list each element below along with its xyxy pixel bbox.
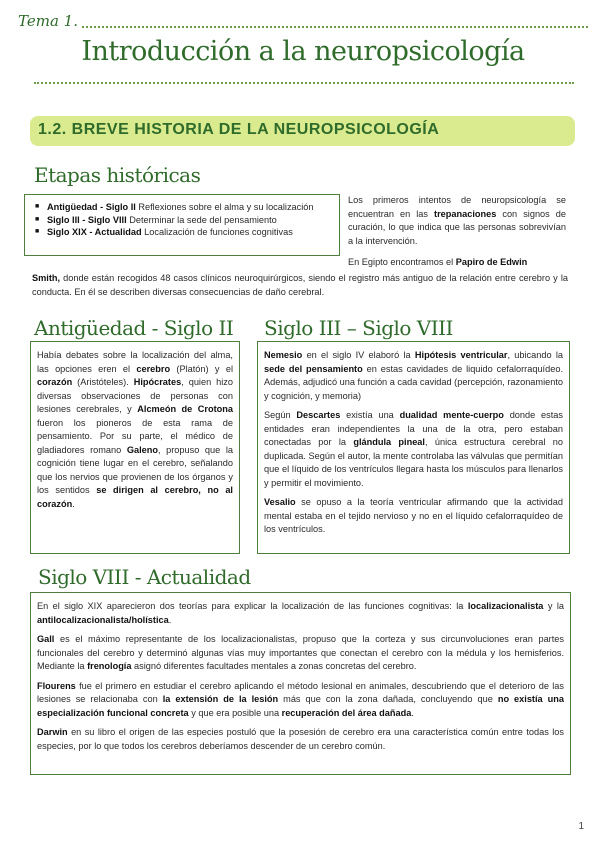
siglo3-box (257, 341, 570, 554)
text: y la (543, 601, 564, 611)
text: (Platón) y el (170, 363, 233, 374)
text-bold: la extensión de la lesión (162, 694, 279, 704)
etapas-list (25, 195, 339, 243)
text-bold: trepanaciones (434, 208, 497, 219)
text-bold: corazón (37, 377, 73, 387)
text: es el máximo representante de los localizacionalistas, propuso que la corteza y sus circunvoluciones eran partes funcionales del cerebro y determinó algunas vías muy importantes que conectan el cerebro con la médula y los hemisferios. Mediante la (37, 634, 564, 671)
text: , quien hizo diversas observaciones de personas con lesiones cerebrales, y (37, 377, 233, 414)
text: (Aristóteles). (72, 377, 134, 387)
etapas-box (24, 194, 340, 256)
text-bold: dualidad mente-cuerpo (399, 410, 504, 420)
flourens-paragraph (37, 680, 564, 721)
text-bold: recuperación del área dañada (281, 707, 412, 718)
text-bold: Hipótesis ventricular (414, 350, 508, 360)
text: . (411, 707, 414, 718)
text-bold: Descartes (296, 410, 341, 420)
text-bold: Gall (37, 634, 55, 644)
text: Los primeros intentos de neuropsicología se encuentran en las (348, 195, 566, 219)
text-bold: no existía una especialización funcional concreta (37, 694, 564, 718)
text: más que con la zona dañada, concluyendo que (278, 694, 498, 704)
text-bold: Nemesio (264, 350, 303, 360)
text: . (168, 614, 172, 625)
text: con signos de curación, lo que indica que las personas sobrevivían a la intervención. (348, 208, 566, 246)
trepanaciones-paragraph (348, 194, 566, 248)
etapa-desc: Localización de funciones cognitivas (141, 227, 293, 237)
text: , única estructura cerebral no duplicada. Según el autor, la mente controlaba las válvulas que permitían que el líquido de los ventrículos llegara hasta los músculos para llenarlos y permitir el movimiento. (264, 437, 563, 488)
list-item (35, 226, 331, 239)
text: En Egipto encontramos el (348, 257, 456, 267)
section-banner (30, 116, 575, 146)
text: . (72, 498, 75, 509)
title-dotted-line (34, 82, 574, 84)
siglo3-heading: Siglo III – Siglo VIII (264, 316, 453, 340)
darwin-paragraph (37, 726, 564, 753)
header-dotted-line (82, 26, 588, 28)
nemesio-paragraph (264, 349, 563, 403)
actualidad-heading: Siglo VIII - Actualidad (38, 565, 251, 589)
etapas-heading: Etapas históricas (34, 163, 201, 187)
section-title: 1.2. BREVE HISTORIA DE LA NEUROPSICOLOGÍA (38, 121, 440, 138)
text-bold: Hipócrates (133, 377, 182, 387)
header-row (18, 12, 588, 32)
text-bold: Vesalio (264, 497, 296, 507)
list-item (35, 201, 331, 214)
text-bold: frenología (87, 661, 132, 671)
etapa-name: Siglo III - Siglo VIII (47, 214, 127, 225)
text: donde están recogidos 48 casos clínicos neuroquirúrgicos, siendo el registro más antiguo de la relación entre cerebro y la conducta. En él se describen diversas consecuencias de daño cerebral. (32, 273, 568, 297)
text: fue el primero en estudiar el cerebro aplicando el método lesional en animales, descubriendo que el deterioro de las lesiones se relacionaba con (37, 680, 564, 704)
text-bold: antilocalizacionalista/holística (37, 614, 169, 625)
text: se opuso a la teoría ventricular afirmando que la actividad mental estaba en el tejido nervioso y no en el líquido cefalorraquídeo de los ventrículos. (264, 497, 563, 534)
text: fueron los pioneros de esta rama de pensamiento. Por su parte, el médico de gladiadores romano (37, 417, 233, 455)
text-bold: Papiro de Edwin (455, 257, 528, 267)
text: en el siglo IV elaboró la (302, 350, 415, 360)
papiro-paragraph (32, 272, 568, 299)
antiguedad-heading: Antigüedad - Siglo II (34, 316, 234, 340)
text-bold: Flourens (37, 680, 76, 691)
page-number: 1 (578, 821, 584, 832)
etapa-name: Antigüedad - Siglo II (47, 202, 136, 212)
etapa-desc: Reflexiones sobre el alma y su localización (135, 202, 314, 212)
text: asignó diferentes facultades mentales a zonas concretas del cerebro. (131, 661, 417, 671)
teorias-paragraph (37, 600, 564, 627)
antiguedad-text (37, 349, 233, 511)
etapa-desc: Determinar la sede del pensamiento (126, 214, 277, 225)
descartes-paragraph (264, 409, 563, 490)
text-bold: Alcmeón de Crotona (137, 404, 233, 414)
text: Según (264, 410, 297, 420)
egipto-paragraph (348, 256, 568, 270)
text: existía una (340, 410, 400, 420)
text-bold: sede del pensamiento (264, 363, 363, 374)
etapa-name: Siglo XIX - Actualidad (47, 227, 142, 237)
text-bold: cerebro (136, 363, 171, 374)
text-bold: Smith, (32, 273, 61, 283)
antiguedad-box (30, 341, 240, 554)
text: , propuso que la cognición tiene lugar en el cerebro, señalando que los nervios que provienen de los órganos y los sentidos (37, 444, 233, 495)
text-bold: localizacionalista (467, 601, 544, 611)
text-bold: glándula pineal (353, 437, 425, 447)
actualidad-box (30, 592, 571, 775)
text-bold: se dirigen al cerebro, no al corazón (37, 485, 233, 509)
tema-label: Tema 1. (18, 12, 78, 30)
text: En el siglo XIX aparecieron dos teorías para explicar la localización de las funciones cognitivas: la (37, 601, 468, 611)
text: en su libro el origen de las especies postuló que la posesión de cerebro era una característica común entre todas los especies, por lo que todos los cerebros deberíamos descender de un cerebro común. (37, 727, 564, 751)
text: Había debates sobre la localización del alma, las opciones eren el (37, 350, 233, 374)
text: , ubicando la (507, 350, 563, 360)
vesalio-paragraph (264, 496, 563, 537)
text: y que era posible una (188, 707, 282, 718)
list-item (35, 214, 331, 227)
gall-paragraph (37, 633, 564, 674)
text-bold: Galeno (126, 444, 158, 455)
text: donde estas entidades eran independientes la una de la otra, pero estaban conectadas por la (264, 410, 564, 447)
text-bold: Darwin (37, 727, 68, 737)
page-title: Introducción a la neuropsicología (81, 36, 525, 67)
text: en estas cavidades de liquido cefalorraquídeo. Además, adjudicó una función a cada cavidad (percepción, razonamiento y cognición, y memoria) (264, 363, 563, 401)
